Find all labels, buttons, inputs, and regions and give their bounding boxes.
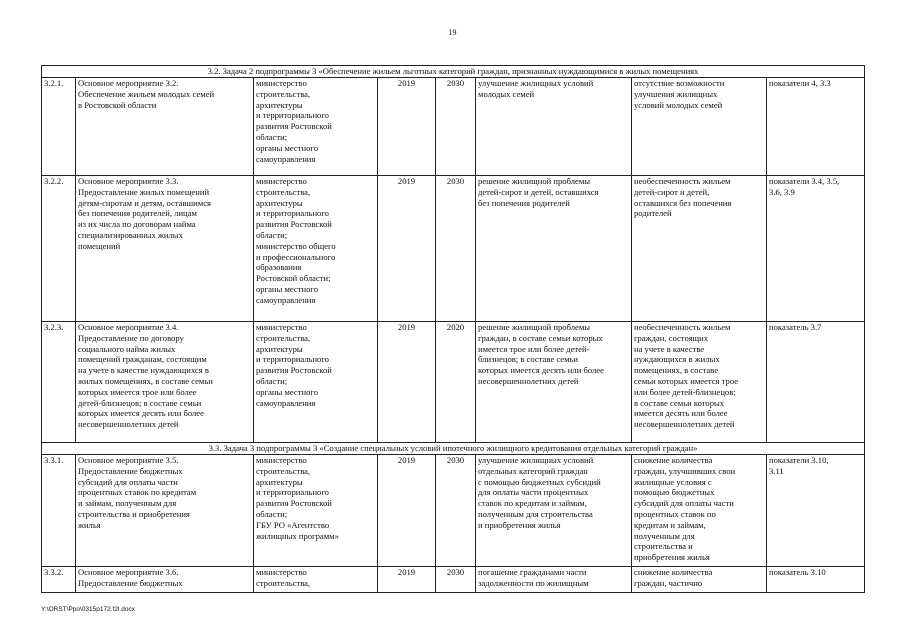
row-number: 3.2.3. xyxy=(42,322,76,443)
measure-cell: Основное мероприятие 3.2. Обеспечение жильем молодых семей в Ростовской области xyxy=(76,78,254,176)
result-cell: погашение гражданами части задолженности по жилищным xyxy=(476,567,632,593)
consequence-cell: снижение количества граждан, частично xyxy=(632,567,767,593)
indicators-cell: показатели 3.4, 3.5, 3.6, 3.9 xyxy=(767,176,865,322)
indicators-cell: показатели 3.10, 3.11 xyxy=(767,455,865,567)
result-cell: решение жилищной проблемы граждан, в составе семьи которых имеется трое или более детей- близнецов; в составе семьи которых имеется десять или более несовершеннолетних детей xyxy=(476,322,632,443)
executor-cell: министерство строительства, архитектуры и территориального развития Ростовской области; министерство общего и профессионального образования Ростовской области; органы местного самоуправления xyxy=(254,176,378,322)
result-cell: решение жилищной проблемы детей-сирот и детей, оставшихся без попечения родителей xyxy=(476,176,632,322)
end-year-cell: 2030 xyxy=(436,567,476,593)
row-number: 3.3.2. xyxy=(42,567,76,593)
indicators-cell: показатель 3.10 xyxy=(767,567,865,593)
end-year-cell: 2030 xyxy=(436,78,476,176)
task-header-3-3: 3.3. Задача 3 подпрограммы 3 «Создание специальных условий ипотечного жилищного кредитования отдельных категорий граждан» xyxy=(42,443,865,455)
table-row xyxy=(42,176,865,322)
consequence-cell: отсутствие возможности улучшения жилищных условий молодых семей xyxy=(632,78,767,176)
measure-cell: Основное мероприятие 3.6. Предоставление бюджетных xyxy=(76,567,254,593)
executor-cell: министерство строительства, архитектуры и территориального развития Ростовской области; ГБУ РО «Агентство жилищных программ» xyxy=(254,455,378,567)
file-path-footer: Y:\ORST\Ppo\0315p172.f2l.docx xyxy=(41,606,135,613)
executor-cell: министерство строительства, архитектуры и территориального развития Ростовской области; органы местного самоуправления xyxy=(254,78,378,176)
task-header-row xyxy=(42,66,865,78)
task-header-row xyxy=(42,443,865,455)
table-row xyxy=(42,78,865,176)
indicators-cell: показатель 3.7 xyxy=(767,322,865,443)
measure-cell: Основное мероприятие 3.3. Предоставление жилых помещений детям-сиротам и детям, оставшимся без попечения родителей, лицам из их числа по договорам найма специализированных жилых помещений xyxy=(76,176,254,322)
measure-cell: Основное мероприятие 3.4. Предоставление по договору социального найма жилых помещений гражданам, состоящим на учете в качестве нуждающихся в жилых помещениях, в составе семьи которых имеется трое или более детей-близнецов; в составе семьи которых имеется десять или более несовершеннолетних детей xyxy=(76,322,254,443)
start-year-cell: 2019 xyxy=(378,78,436,176)
page-number: 19 xyxy=(448,28,457,37)
executor-cell: министерство строительства, архитектуры и территориального развития Ростовской области; органы местного самоуправления xyxy=(254,322,378,443)
end-year-cell: 2030 xyxy=(436,455,476,567)
row-number: 3.2.2. xyxy=(42,176,76,322)
table-row xyxy=(42,567,865,593)
end-year-cell: 2020 xyxy=(436,322,476,443)
measure-cell: Основное мероприятие 3.5. Предоставление бюджетных субсидий для оплаты части процентных ставок по кредитам и займам, полученным для строительства и приобретения жилья xyxy=(76,455,254,567)
consequence-cell: снижение количества граждан, улучшивших свои жилищные условия с помощью бюджетных субсидий для оплаты части процентных ставок по кредитам и займам, полученным для строительства и приобретения жилья xyxy=(632,455,767,567)
executor-cell: министерство строительства, xyxy=(254,567,378,593)
consequence-cell: необеспеченность жильем граждан, состоящих на учете в качестве нуждающихся в жилых помещениях, в составе семьи которых имеется трое или более детей-близнецов; в составе семьи которых имеется десять или более несовершеннолетних детей xyxy=(632,322,767,443)
end-year-cell: 2030 xyxy=(436,176,476,322)
program-measures-table xyxy=(41,65,865,593)
row-number: 3.3.1. xyxy=(42,455,76,567)
row-number: 3.2.1. xyxy=(42,78,76,176)
start-year-cell: 2019 xyxy=(378,567,436,593)
start-year-cell: 2019 xyxy=(378,455,436,567)
task-header-3-2: 3.2. Задача 2 подпрограммы 3 «Обеспечение жильем льготных категорий граждан, признанных нуждающимися в жилых помещениях xyxy=(42,66,865,78)
table-row xyxy=(42,322,865,443)
indicators-cell: показатели 4, 3.3 xyxy=(767,78,865,176)
start-year-cell: 2019 xyxy=(378,176,436,322)
result-cell: улучшение жилищных условий молодых семей xyxy=(476,78,632,176)
start-year-cell: 2019 xyxy=(378,322,436,443)
table-row xyxy=(42,455,865,567)
consequence-cell: необеспеченность жильем детей-сирот и детей, оставшихся без попечения родителей xyxy=(632,176,767,322)
result-cell: улучшение жилищных условий отдельных категорий граждан с помощью бюджетных субсидий для оплаты части процентных ставок по кредитам и займам, полученным для строительства и приобретения жилья xyxy=(476,455,632,567)
